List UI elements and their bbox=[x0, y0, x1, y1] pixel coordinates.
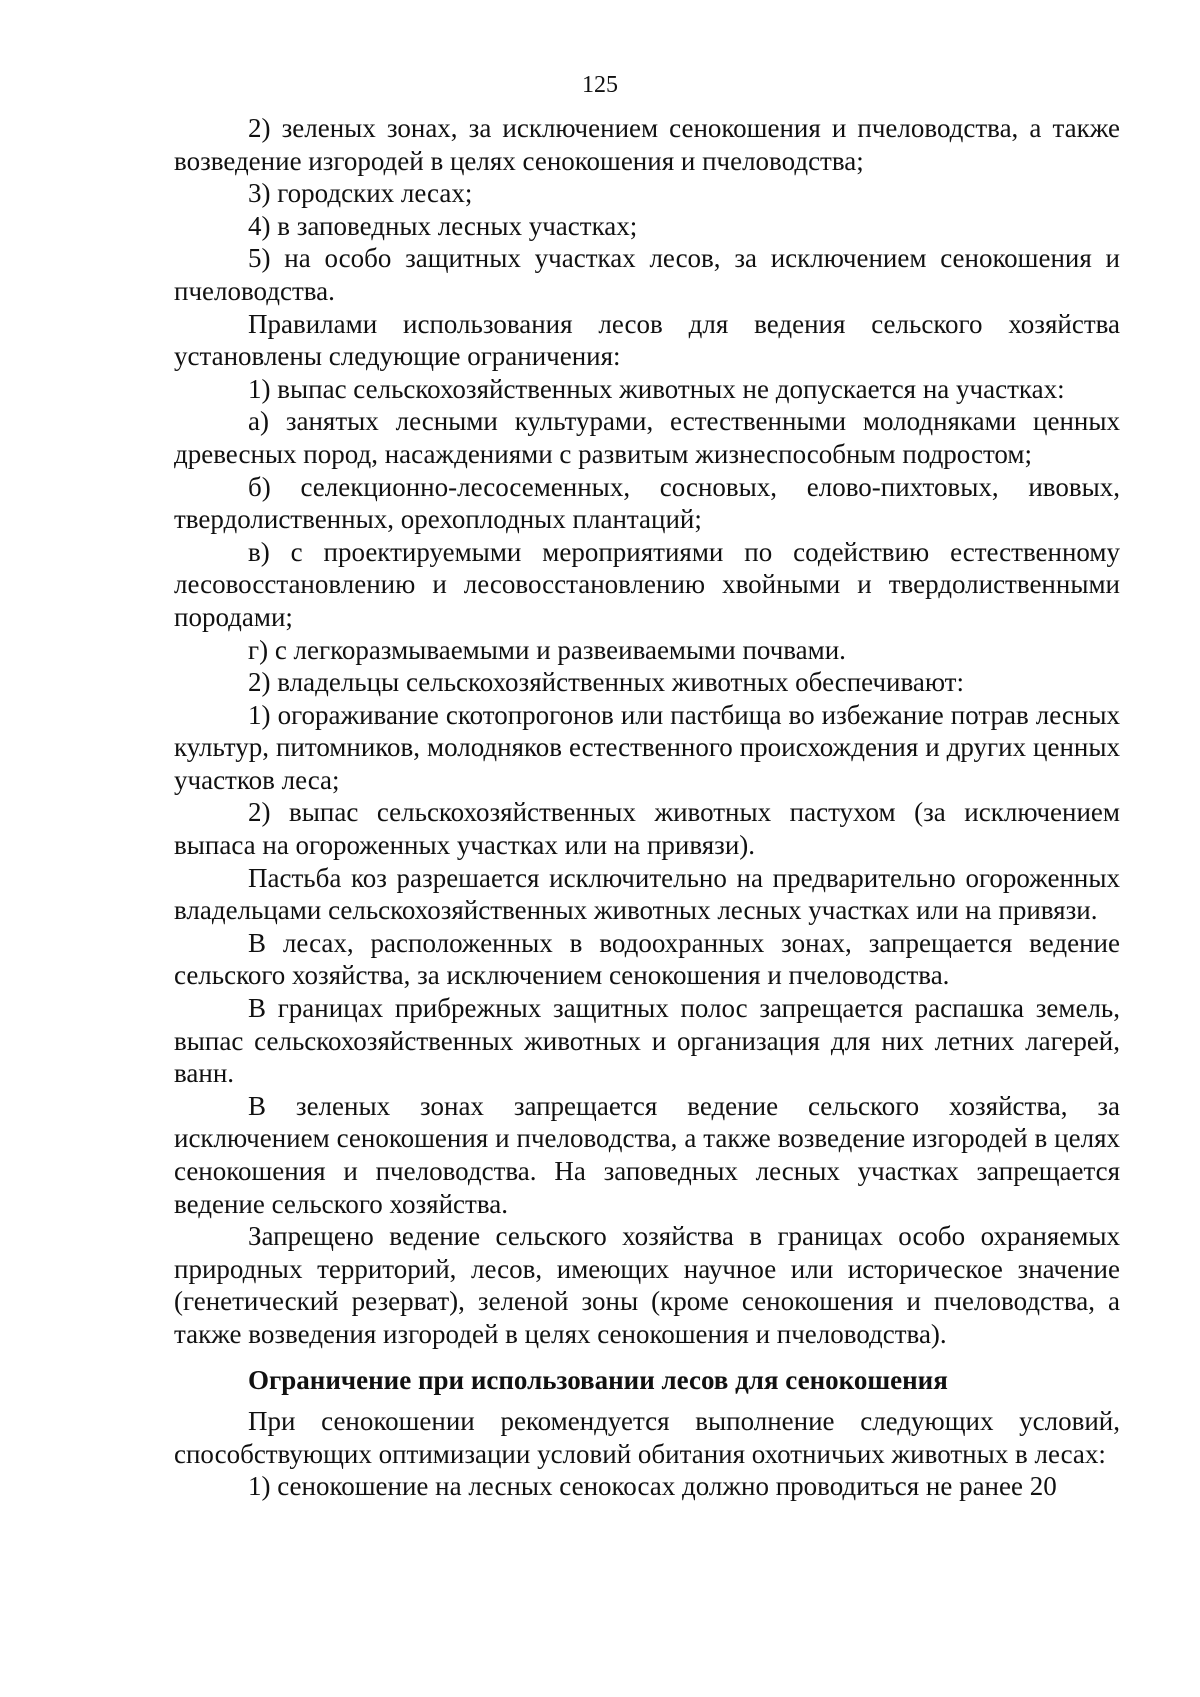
paragraph: 1) сенокошение на лесных сенокосах должно проводиться не ранее 20 bbox=[248, 1471, 1057, 1502]
paragraph: В границах прибрежных защитных полос запрещается распашка земель, выпас сельскохозяйственных животных и организация для них летних лагерей, ванн. bbox=[174, 993, 1120, 1089]
paragraph: б) селекционно-лесосеменных, сосновых, елово-пихтовых, ивовых, твердолиственных, орехоплодных плантаций; bbox=[174, 471, 1120, 535]
paragraph: Пастьба коз разрешается исключительно на предварительно огороженных владельцами сельскохозяйственных животных лесных участках или на привязи. bbox=[174, 862, 1120, 926]
paragraph: 1) выпас сельскохозяйственных животных не допускается на участках: bbox=[248, 373, 1065, 404]
page-number: 125 bbox=[582, 72, 618, 98]
paragraph: В лесах, расположенных в водоохранных зонах, запрещается ведение сельского хозяйства, за исключением сенокошения и пчеловодства. bbox=[174, 927, 1120, 991]
paragraph: При сенокошении рекомендуется выполнение следующих условий, способствующих оптимизации условий обитания охотничьих животных в лесах: bbox=[174, 1406, 1120, 1469]
paragraph: в) с проектируемыми мероприятиями по содействию естественному лесовосстановлению и лесовосстановлению хвойными и твердолиственными породами; bbox=[174, 536, 1120, 632]
document-body bbox=[174, 112, 1120, 1503]
paragraph: а) занятых лесными культурами, естественными молодняками ценных древесных пород, насаждениями с развитым жизнеспособным подростом; bbox=[174, 406, 1120, 469]
paragraph: 3) городских лесах; bbox=[248, 178, 473, 209]
paragraph: 2) владельцы сельскохозяйственных животных обеспечивают: bbox=[248, 667, 964, 698]
paragraph: 2) выпас сельскохозяйственных животных пастухом (за исключением выпаса на огороженных участках или на привязи). bbox=[174, 797, 1120, 861]
paragraph: В зеленых зонах запрещается ведение сельского хозяйства, за исключением сенокошения и пчеловодства, а также возведение изгородей в целях сенокошения и пчеловодства. На заповедных лесных участках запрещается ведение сельского хозяйства. bbox=[174, 1090, 1120, 1219]
paragraph: 4) в заповедных лесных участках; bbox=[248, 210, 638, 241]
paragraph: 2) зеленых зонах, за исключением сенокошения и пчеловодства, а также возведение изгородей в целях сенокошения и пчеловодства; bbox=[174, 113, 1120, 176]
paragraph: Запрещено ведение сельского хозяйства в границах особо охраняемых природных территорий, лесов, имеющих научное или историческое значение (генетический резерват), зеленой зоны (кроме сенокошения и пчеловодства, а также возведения изгородей в целях сенокошения и пчеловодства). bbox=[174, 1221, 1120, 1349]
section-heading: Ограничение при использовании лесов для сенокошения bbox=[248, 1364, 948, 1395]
paragraph: 1) огораживание скотопрогонов или пастбища во избежание потрав лесных культур, питомников, молодняков естественного происхождения и других ценных участков леса; bbox=[174, 699, 1120, 795]
paragraph: 5) на особо защитных участках лесов, за исключением сенокошения и пчеловодства. bbox=[174, 243, 1120, 306]
paragraph: Правилами использования лесов для ведения сельского хозяйства установлены следующие ограничения: bbox=[174, 308, 1120, 372]
paragraph: г) с легкоразмываемыми и развеиваемыми почвами. bbox=[248, 634, 846, 665]
